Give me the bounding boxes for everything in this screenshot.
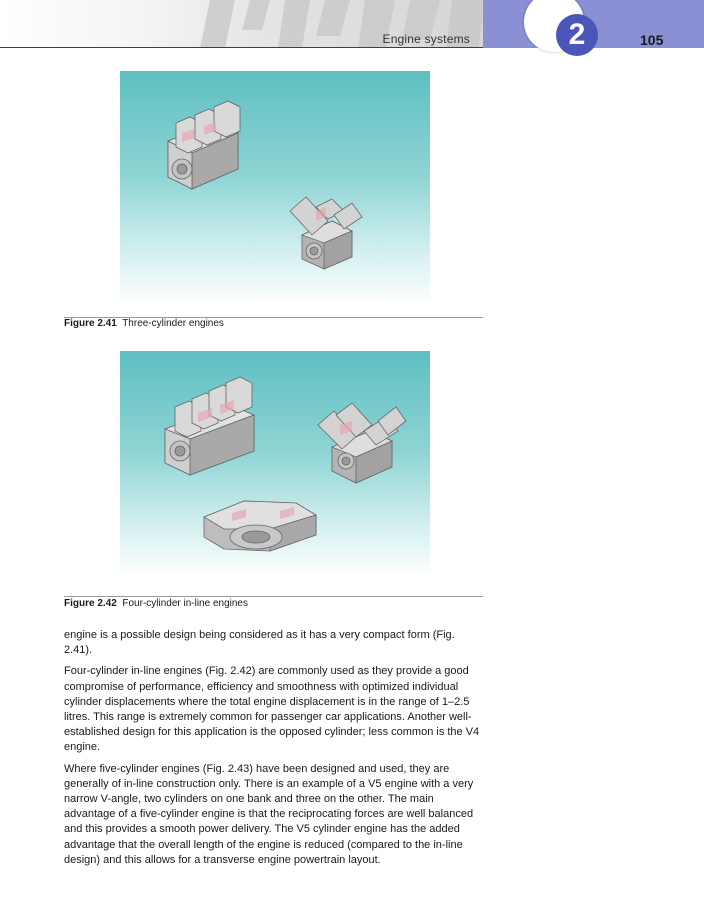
boxer-four-engine: [204, 501, 316, 551]
figure-2-42-caption: [64, 598, 248, 609]
page-number: 105: [640, 32, 664, 48]
caption-rule: [64, 596, 483, 597]
body-paragraph: Four-cylinder in-line engines (Fig. 2.42) are commonly used as they provide a good compromise of performance, efficiency and smoothness with optimized individual cylinder displacements where the total engine displacement is in the range of 1–2.5 litres. This range is extremely common for passenger car applications. Another well-established design for this application is the opposed cylinder; less common is the V4 engine.: [64, 665, 480, 754]
inline-three-engine: [168, 101, 240, 189]
page-header: [0, 0, 704, 50]
figure-label: Figure 2.42: [64, 598, 117, 609]
figure-label: Figure 2.41: [64, 318, 117, 329]
body-text: [64, 628, 484, 874]
figure-2-41-caption: [64, 318, 224, 329]
inline-four-engine: [165, 377, 254, 475]
v-four-engine: [318, 403, 406, 483]
figure-caption-text: Three-cylinder engines: [122, 318, 224, 329]
header-rule: [0, 47, 483, 48]
figure-2-42-image: [120, 351, 430, 576]
section-title: Engine systems: [382, 32, 470, 46]
three-cylinder-engines-illustration: [120, 71, 430, 304]
figure-caption-text: Four-cylinder in-line engines: [122, 598, 248, 609]
four-cylinder-engines-illustration: [120, 351, 430, 576]
figure-2-41-image: [120, 71, 430, 304]
body-paragraph: Where five-cylinder engines (Fig. 2.43) have been designed and used, they are generally of in-line construction only. There is an example of a V5 engine with a very narrow V-angle, two cylinders on one bank and three on the other. The main advantage of a five-cylinder engine is that the reciprocating forces are well balanced and this provides a smooth power delivery. The V5 cylinder engine has the added advantage that the overall length of the engine is reduced (compared to the in-line design) and this allows for a transverse engine powertrain layout.: [64, 762, 474, 866]
body-paragraph: engine is a possible design being considered as it has a very compact form (Fig. 2.41).: [64, 629, 455, 657]
v-three-engine: [290, 197, 362, 269]
chapter-number-badge: 2: [556, 14, 598, 56]
